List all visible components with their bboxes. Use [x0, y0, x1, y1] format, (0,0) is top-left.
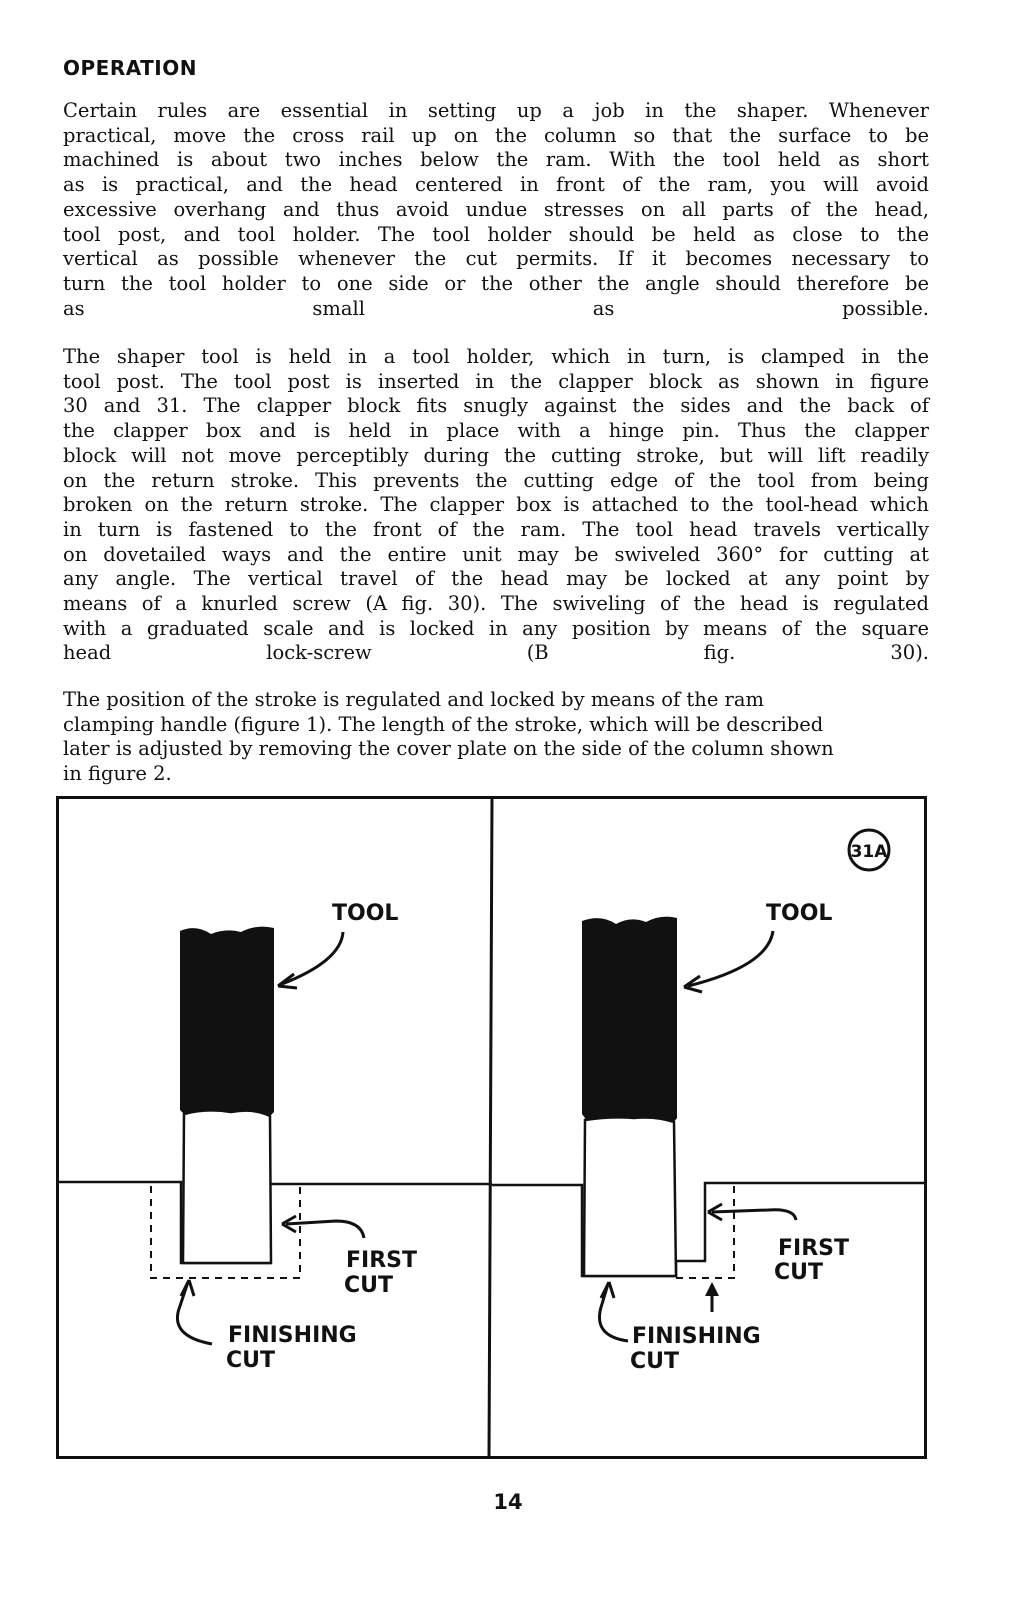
paragraph-tool-holder — [63, 345, 929, 666]
text-line: 30 and 31. The clapper block fits snugly against the sides and the back of — [63, 394, 929, 418]
text-line: as small as possible. — [63, 296, 929, 320]
text-line: block will not move perceptibly during the cutting stroke, but will lift readily — [63, 443, 929, 467]
text-line: machined is about two inches below the ram. With the tool held as short — [63, 148, 929, 172]
text-line: vertical as possible whenever the cut permits. If it becomes necessary to — [63, 247, 929, 271]
text-line: as is practical, and the head centered in front of the ram, you will avoid — [63, 173, 929, 197]
text-line: with a graduated scale and is locked in any position by means of the square — [63, 616, 929, 640]
right-panel — [492, 901, 925, 1374]
text-line: in figure 2. — [63, 762, 172, 786]
figure-divider — [489, 797, 492, 1458]
text-line: the clapper box and is held in place with a hinge pin. Thus the clapper — [63, 419, 929, 443]
left-panel — [56, 901, 492, 1373]
text-line: any angle. The vertical travel of the head may be locked at any point by — [63, 567, 929, 591]
left-tool-label: TOOL — [332, 901, 399, 926]
section-heading: OPERATION — [63, 56, 197, 80]
text-line: excessive overhang and thus avoid undue stresses on all parts of the head, — [63, 197, 929, 221]
right-first-cut-label-2: CUT — [774, 1260, 824, 1285]
figure-badge-text: 31A — [850, 842, 888, 862]
text-line: head lock-screw (B fig. 30). — [63, 641, 929, 665]
text-line: later is adjusted by removing the cover plate on the side of the column shown — [63, 737, 834, 761]
text-line: clamping handle (figure 1). The length of the stroke, which will be described — [63, 712, 824, 736]
text-line: turn the tool holder to one side or the other the angle should therefore be — [63, 271, 929, 295]
text-line: Certain rules are essential in setting up a job in the shaper. Whenever — [63, 99, 929, 122]
left-tool-tip — [183, 1110, 271, 1263]
figure-badge — [849, 830, 889, 870]
text-line: practical, move the cross rail up on the column so that the surface to be — [63, 123, 929, 147]
right-finishing-cut-label: FINISHING — [632, 1324, 761, 1349]
right-tool-tip — [584, 1117, 676, 1276]
left-workpiece-surface — [56, 1182, 492, 1263]
text-line: tool post, and tool holder. The tool holder should be held as close to the — [63, 222, 929, 246]
text-line: The shaper tool is held in a tool holder, which in turn, is clamped in the — [63, 345, 929, 368]
figure-31a — [56, 796, 931, 1466]
page-number: 14 — [493, 1490, 523, 1514]
paragraph-stroke-position — [63, 688, 929, 787]
text-line: on the return stroke. This prevents the cutting edge of the tool from being — [63, 468, 929, 492]
paragraph-setup-rules — [63, 99, 929, 321]
text-line: broken on the return stroke. The clapper box is attached to the tool-head which — [63, 493, 929, 517]
text-line: means of a knurled screw (A fig. 30). The swiveling of the head is regulated — [63, 592, 929, 616]
text-line: on dovetailed ways and the entire unit may be swiveled 360° for cutting at — [63, 542, 929, 566]
text-line: tool post. The tool post is inserted in the clapper block as shown in figure — [63, 369, 929, 393]
right-finishing-cut-label-2: CUT — [630, 1349, 680, 1374]
text-line: The position of the stroke is regulated and locked by means of the ram — [63, 688, 765, 711]
left-first-cut-label-2: CUT — [344, 1273, 394, 1298]
text-line: in turn is fastened to the front of the ram. The tool head travels vertically — [63, 517, 929, 541]
left-first-cut-arrow — [286, 1221, 364, 1238]
left-finishing-cut-label-2: CUT — [226, 1348, 276, 1373]
right-first-cut-arrow — [712, 1210, 796, 1220]
right-tool-label: TOOL — [766, 901, 833, 926]
right-workpiece-surface — [492, 1183, 925, 1276]
right-tool-arrow — [688, 931, 773, 986]
left-first-cut-label: FIRST — [346, 1248, 418, 1273]
left-finishing-cut-label: FINISHING — [228, 1323, 357, 1348]
right-first-cut-label: FIRST — [778, 1236, 850, 1261]
